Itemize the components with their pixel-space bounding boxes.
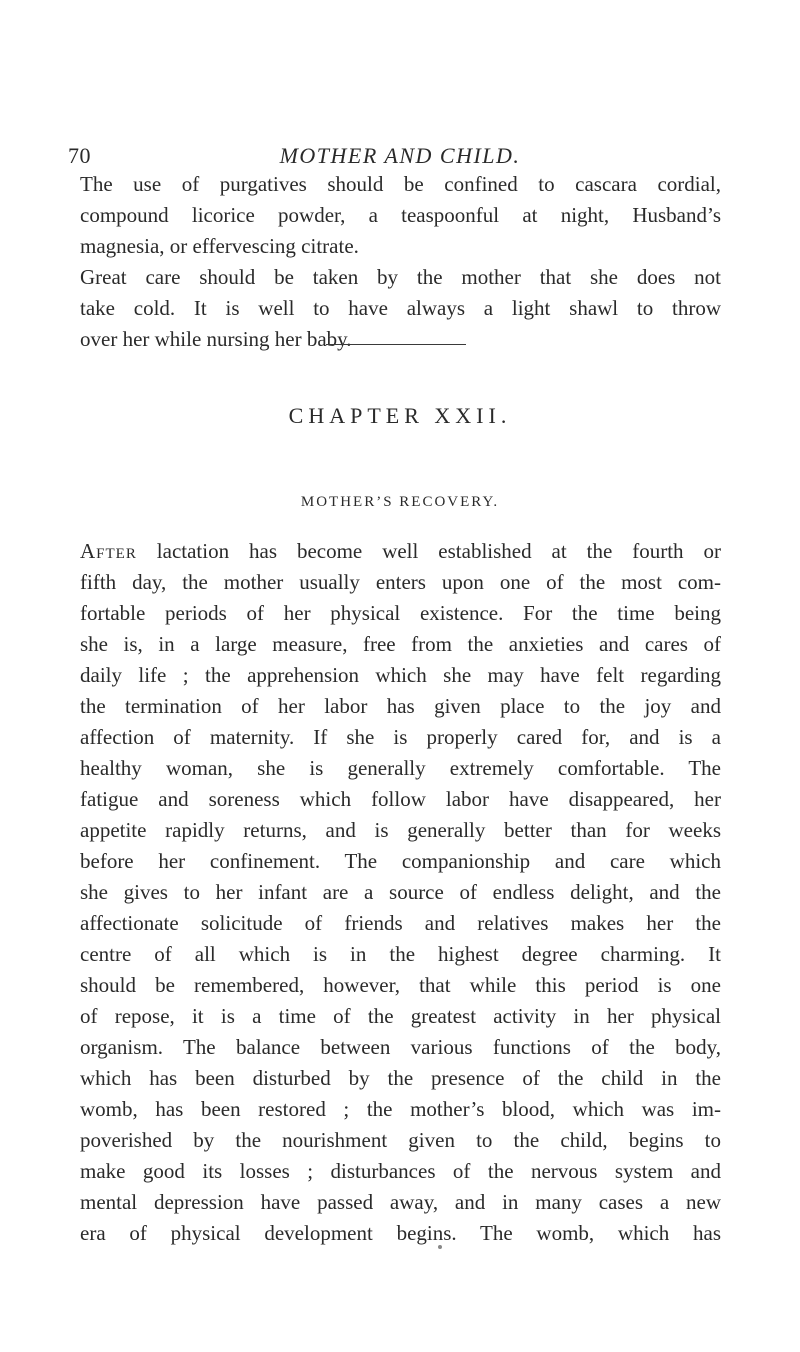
text-line: over her while nursing her baby.	[80, 327, 352, 351]
text-line: affection of maternity. If she is properly cared for, and is a	[80, 725, 721, 749]
running-head: MOTHER AND CHILD.	[279, 143, 521, 168]
text-line: before her confinement. The companionship and care which	[80, 849, 721, 873]
text-line: womb, has been restored ; the mother’s blood, which was im-	[80, 1097, 721, 1121]
text-line: should be remembered, however, that while this period is one	[80, 973, 721, 997]
text-line: take cold. It is well to have always a light shawl to throw	[80, 296, 721, 320]
text-line: compound licorice powder, a teaspoonful at night, Husband’s	[80, 203, 721, 227]
text-line: she gives to her infant are a source of endless delight, and the	[80, 880, 721, 904]
chapter-title: MOTHER’S RECOVERY.	[300, 494, 500, 510]
text-line: affectionate solicitude of friends and relatives makes her the	[80, 911, 721, 935]
text-line: centre of all which is in the highest degree charming. It	[80, 942, 721, 966]
section-divider	[326, 344, 466, 345]
text-line: the termination of her labor has given place to the joy and	[80, 694, 721, 718]
text-line: which has been disturbed by the presence of the child in the	[80, 1066, 721, 1090]
text-line: of repose, it is a time of the greatest activity in her physical	[80, 1004, 721, 1028]
page-number: 70	[68, 143, 91, 168]
print-speck	[438, 1245, 442, 1249]
text-line: Great care should be taken by the mother that she does not	[80, 265, 721, 289]
text-line: magnesia, or effervescing citrate.	[80, 234, 359, 258]
text-line: organism. The balance between various functions of the body,	[80, 1035, 721, 1059]
text-line: mental depression have passed away, and in many cases a new	[80, 1190, 721, 1214]
text-line: poverished by the nourishment given to the child, begins to	[80, 1128, 721, 1152]
text-line: era of physical development begins. The womb, which has	[80, 1221, 721, 1245]
text-line: fortable periods of her physical existence. For the time being	[80, 601, 721, 625]
text-line: fifth day, the mother usually enters upon one of the most com-	[80, 570, 721, 594]
first-line-rest: lactation has become well established at the fourth or	[136, 539, 721, 563]
chapter-heading: CHAPTER XXII.	[288, 403, 512, 428]
text-line: she is, in a large measure, free from the anxieties and cares of	[80, 632, 721, 656]
text-line: daily life ; the apprehension which she may have felt regarding	[80, 663, 721, 687]
text-line: healthy woman, she is generally extremely comfortable. The	[80, 756, 721, 780]
text-line: make good its losses ; disturbances of the nervous system and	[80, 1159, 721, 1183]
text-line: appetite rapidly returns, and is generally better than for weeks	[80, 818, 721, 842]
text-line-first	[80, 539, 721, 564]
text-line: The use of purgatives should be confined to cascara cordial,	[80, 172, 721, 196]
text-line: fatigue and soreness which follow labor have disappeared, her	[80, 787, 721, 811]
lead-word: After	[80, 539, 137, 563]
